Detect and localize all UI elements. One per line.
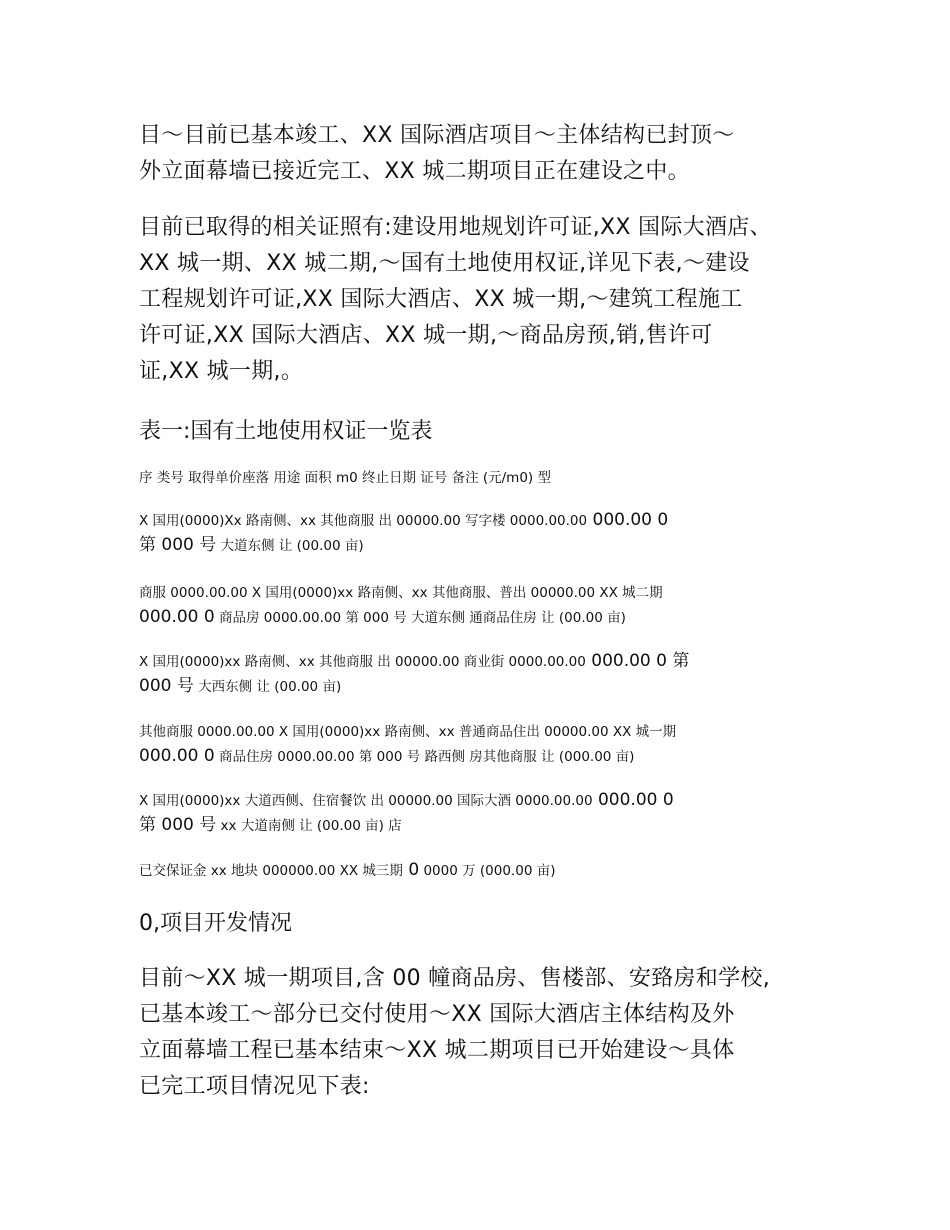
text-line: 目～目前已基本竣工、XX 国际酒店项目～主体结构已封顶～ (139, 123, 735, 148)
text-line: 已完工项目情况见下表: (139, 1074, 370, 1099)
row-line: X 国用(0000)xx 路南侧、xx 其他商服 出 00000.00 商业街 0000.00.00 000.00 0 第 (139, 651, 690, 671)
table-title: 表一:国有土地使用权证一览表 (139, 419, 433, 444)
row-line: 商服 0000.00.00 X 国用(0000)xx 路南侧、xx 其他商服、普出 00000.00 XX 城二期 (139, 585, 663, 601)
table-row (139, 508, 829, 558)
table-row (139, 719, 829, 769)
row-line: 其他商服 0000.00.00 X 国用(0000)xx 路南侧、xx 普通商品住出 00000.00 XX 城一期 (139, 724, 677, 740)
row-line: 000.00 0 商品房 0000.00.00 第 000 号 大道东侧 通商品住房 让 (00.00 亩) (139, 607, 626, 627)
table-header: 序 类号 取得单价座落 用途 面积 m0 终止日期 证号 备注 (元/m0) 型 (139, 470, 551, 486)
development-paragraph (139, 961, 829, 1105)
table-row (139, 788, 829, 838)
intro-paragraph (139, 118, 829, 190)
text-line: 立面幕墙工程已基本结束～XX 城二期项目已开始建设～具体 (139, 1038, 735, 1063)
table-row (139, 858, 829, 883)
table-row (139, 580, 829, 630)
permits-paragraph (139, 210, 829, 390)
row-line: 000 号 大西东侧 让 (00.00 亩) (139, 676, 342, 696)
row-line: 已交保证金 xx 地块 000000.00 XX 城三期 0 0000 万 (000.00 亩) (139, 860, 556, 880)
row-line: X 国用(0000)xx 大道西侧、住宿餐饮 出 00000.00 国际大酒 0000.00.00 000.00 0 (139, 790, 674, 810)
row-line: X 国用(0000)Xx 路南侧、xx 其他商服 出 00000.00 写字楼 0000.00.00 000.00 0 (139, 510, 669, 530)
text-line: 外立面幕墙已接近完工、XX 城二期项目正在建设之中。 (139, 159, 690, 184)
text-line: 许可证,XX 国际大酒店、XX 城一期,～商品房预,销,售许可 (139, 323, 713, 348)
text-line: 已基本竣工～部分已交付使用～XX 国际大酒店主体结构及外 (139, 1002, 735, 1027)
text-line: 证,XX 城一期,。 (139, 359, 304, 384)
row-line: 第 000 号 xx 大道南侧 让 (00.00 亩) 店 (139, 815, 402, 835)
table-row (139, 649, 829, 699)
text-line: 目前已取得的相关证照有:建设用地规划许可证,XX 国际大酒店、 (139, 215, 772, 240)
row-line: 第 000 号 大道东侧 让 (00.00 亩) (139, 535, 364, 555)
text-line: 工程规划许可证,XX 国际大酒店、XX 城一期,～建筑工程施工 (139, 287, 743, 312)
section-title: 0,项目开发情况 (139, 911, 292, 936)
text-line: 目前～XX 城一期项目,含 00 幢商品房、售楼部、安臵房和学校, (139, 966, 771, 991)
text-line: XX 城一期、XX 城二期,～国有土地使用权证,详见下表,～建设 (139, 251, 750, 276)
row-line: 000.00 0 商品住房 0000.00.00 第 000 号 路西侧 房其他商服 让 (000.00 亩) (139, 746, 635, 766)
